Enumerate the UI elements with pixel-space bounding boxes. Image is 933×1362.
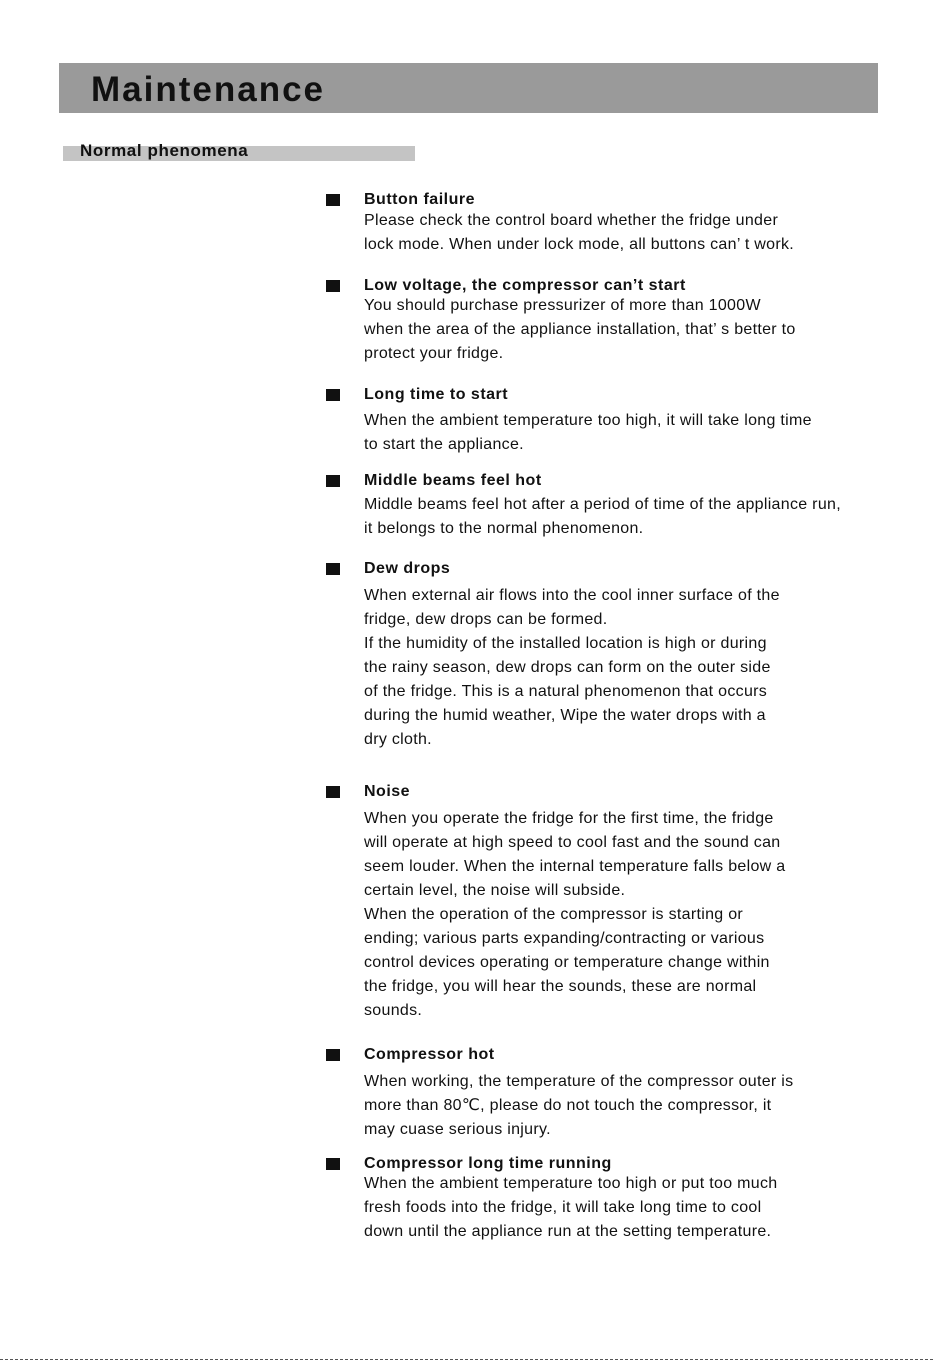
header-bar	[59, 63, 878, 113]
body-line: it belongs to the normal phenomenon.	[364, 520, 644, 537]
section-bar	[63, 141, 415, 161]
body-line: will operate at high speed to cool fast and the sound can	[364, 834, 781, 851]
body-line: If the humidity of the installed location is high or during	[364, 635, 767, 652]
body-line: When external air flows into the cool inner surface of the	[364, 587, 780, 604]
body-line: When working, the temperature of the compressor outer is	[364, 1073, 794, 1090]
item-body	[364, 1172, 906, 1244]
body-line: down until the appliance run at the setting temperature.	[364, 1223, 772, 1240]
body-line: during the humid weather, Wipe the water drops with a	[364, 707, 766, 724]
bullet-square-icon	[326, 389, 340, 401]
body-line: fresh foods into the fridge, it will take long time to cool	[364, 1199, 762, 1216]
item-body	[364, 493, 906, 541]
item-title: Middle beams feel hot	[364, 472, 542, 489]
item-title: Long time to start	[364, 386, 509, 403]
body-line: control devices operating or temperature change within	[364, 954, 770, 971]
item-title: Compressor long time running	[364, 1155, 612, 1172]
body-line: the fridge, you will hear the sounds, these are normal	[364, 978, 757, 995]
body-line: Please check the control board whether the fridge under	[364, 212, 779, 229]
section-title: Normal phenomena	[80, 141, 249, 160]
item-body	[364, 409, 906, 457]
item-body	[364, 1070, 906, 1142]
page-title: Maintenance	[91, 70, 325, 109]
body-line: fridge, dew drops can be formed.	[364, 611, 608, 628]
item-body	[364, 294, 906, 366]
item-body	[364, 209, 906, 257]
item-title: Low voltage, the compressor can’t start	[364, 277, 686, 294]
bullet-square-icon	[326, 1049, 340, 1061]
body-line: When you operate the fridge for the first time, the fridge	[364, 810, 774, 827]
body-line: more than 80℃, please do not touch the compressor, it	[364, 1097, 772, 1114]
body-line: When the ambient temperature too high or put too much	[364, 1175, 778, 1192]
body-line: You should purchase pressurizer of more than 1000W	[364, 297, 761, 314]
page-bottom-divider	[0, 1359, 933, 1360]
body-line: dry cloth.	[364, 731, 432, 748]
item-title: Button failure	[364, 191, 475, 208]
body-line: to start the appliance.	[364, 436, 524, 453]
body-line: When the operation of the compressor is starting or	[364, 906, 744, 923]
body-line: sounds.	[364, 1002, 423, 1019]
body-line: seem louder. When the internal temperature falls below a	[364, 858, 786, 875]
body-line: the rainy season, dew drops can form on the outer side	[364, 659, 771, 676]
body-line: ending; various parts expanding/contracting or various	[364, 930, 765, 947]
body-line: when the area of the appliance installation, that’ s better to	[364, 321, 796, 338]
bullet-square-icon	[326, 786, 340, 798]
body-line: When the ambient temperature too high, it will take long time	[364, 412, 812, 429]
item-body	[364, 584, 906, 752]
item-title: Compressor hot	[364, 1046, 495, 1063]
body-line: Middle beams feel hot after a period of time of the appliance run,	[364, 496, 841, 513]
body-line: protect your fridge.	[364, 345, 504, 362]
body-line: of the fridge. This is a natural phenomenon that occurs	[364, 683, 768, 700]
bullet-square-icon	[326, 563, 340, 575]
item-title: Dew drops	[364, 560, 451, 577]
bullet-square-icon	[326, 1158, 340, 1170]
body-line: may cuase serious injury.	[364, 1121, 551, 1138]
body-line: lock mode. When under lock mode, all buttons can’ t work.	[364, 236, 795, 253]
bullet-square-icon	[326, 280, 340, 292]
item-title: Noise	[364, 783, 411, 800]
body-line: certain level, the noise will subside.	[364, 882, 626, 899]
item-body	[364, 807, 906, 1023]
bullet-square-icon	[326, 194, 340, 206]
bullet-square-icon	[326, 475, 340, 487]
